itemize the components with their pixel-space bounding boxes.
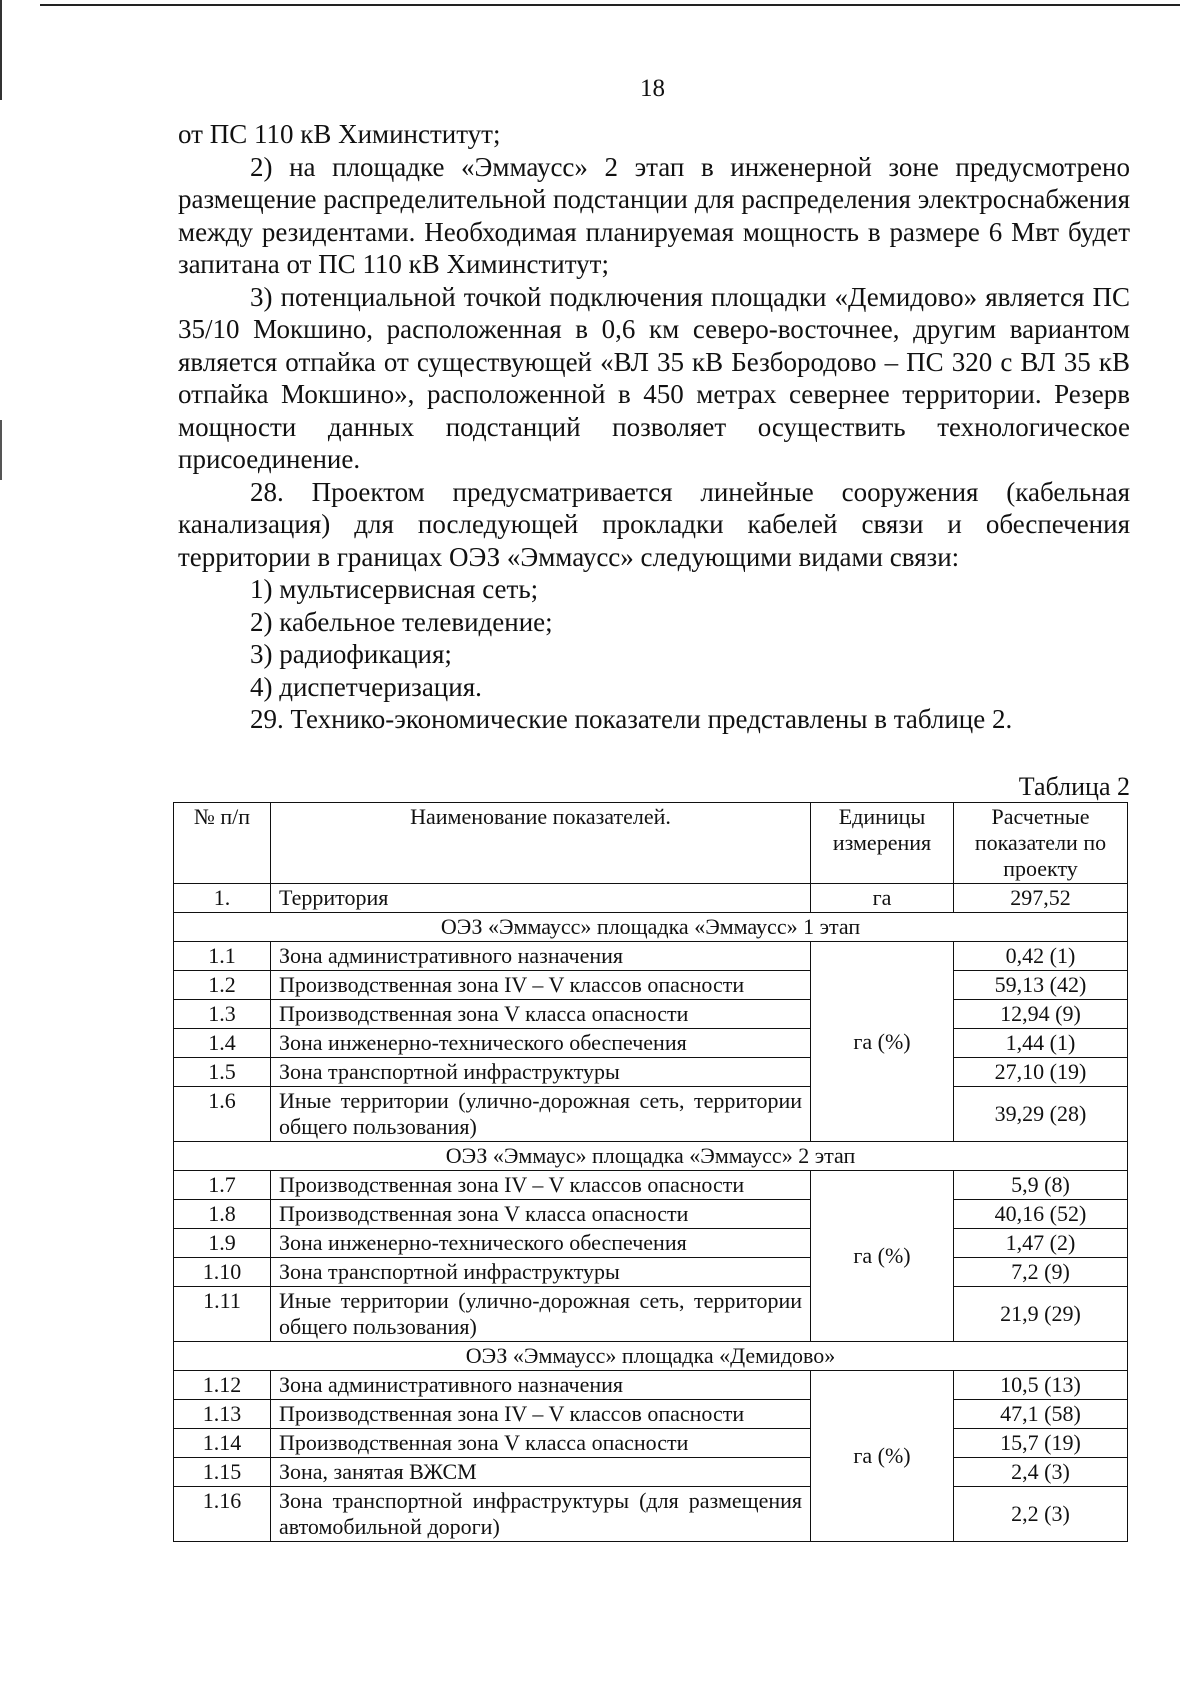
table-caption: Таблица 2 (1018, 772, 1130, 801)
table-row (174, 1200, 1128, 1229)
row-value: 297,52 (954, 884, 1128, 913)
row-name: Зона транспортной инфраструктуры (для размещения автомобильной дороги) (271, 1487, 811, 1542)
row-name: Производственная зона V класса опасности (271, 1000, 811, 1029)
header-name: Наименование показателей. (271, 803, 811, 884)
section-title: ОЭЗ «Эммаус» площадка «Эммаусс» 2 этап (174, 1142, 1128, 1171)
row-name: Зона инженерно-технического обеспечения (271, 1029, 811, 1058)
section-unit: га (%) (811, 1371, 954, 1542)
row-unit: га (811, 884, 954, 913)
row-name: Производственная зона IV – V классов опасности (271, 971, 811, 1000)
row-num: 1.8 (174, 1200, 271, 1229)
row-value: 5,9 (8) (954, 1171, 1128, 1200)
row-value: 40,16 (52) (954, 1200, 1128, 1229)
row-num: 1.12 (174, 1371, 271, 1400)
row-value: 10,5 (13) (954, 1371, 1128, 1400)
row-name: Производственная зона IV – V классов опасности (271, 1171, 811, 1200)
table-row (174, 1229, 1128, 1258)
row-name: Производственная зона V класса опасности (271, 1429, 811, 1458)
table-row (174, 942, 1128, 971)
row-num: 1.1 (174, 942, 271, 971)
row-num: 1.10 (174, 1258, 271, 1287)
table-row (174, 971, 1128, 1000)
table-header-row (174, 803, 1128, 884)
row-name: Зона транспортной инфраструктуры (271, 1258, 811, 1287)
body-text (178, 118, 1130, 736)
row-name: Зона транспортной инфраструктуры (271, 1058, 811, 1087)
row-name: Зона, занятая ВЖСМ (271, 1458, 811, 1487)
row-name: Иные территории (улично-дорожная сеть, территории общего пользования) (271, 1087, 811, 1142)
row-value: 47,1 (58) (954, 1400, 1128, 1429)
list-item: 3) радиофикация; (250, 639, 452, 669)
table-row (174, 1058, 1128, 1087)
indicators-table (173, 802, 1128, 1542)
scan-edge-top (40, 4, 1180, 6)
section-title-row (174, 1342, 1128, 1371)
table-row (174, 1287, 1128, 1342)
list-item: 4) диспетчеризация. (250, 671, 482, 702)
section-title-row (174, 913, 1128, 942)
row-value: 2,4 (3) (954, 1458, 1128, 1487)
table-row (174, 1171, 1128, 1200)
row-value: 59,13 (42) (954, 971, 1128, 1000)
table-row (174, 1371, 1128, 1400)
header-value: Расчетные показатели по проекту (954, 803, 1128, 884)
row-name: Зона инженерно-технического обеспечения (271, 1229, 811, 1258)
row-num: 1.11 (174, 1287, 271, 1342)
row-num: 1.7 (174, 1171, 271, 1200)
row-num: 1.4 (174, 1029, 271, 1058)
section-title-row (174, 1142, 1128, 1171)
row-value: 21,9 (29) (954, 1287, 1128, 1342)
section-unit: га (%) (811, 1171, 954, 1342)
table-row (174, 1087, 1128, 1142)
page-number: 18 (640, 75, 665, 102)
row-name: Производственная зона IV – V классов опасности (271, 1400, 811, 1429)
row-value: 27,10 (19) (954, 1058, 1128, 1087)
paragraph-item-2: 2) на площадке «Эммаусс» 2 этап в инженерной зоне предусмотрено размещение распределительной подстанции для распределения электроснабжения между резидентами. Необходимая планируемая мощность в размере 6 Мвт будет запитана от ПС 110 кВ Химинститут; (178, 151, 1130, 279)
row-num: 1.16 (174, 1487, 271, 1542)
table-row (174, 884, 1128, 913)
section-title: ОЭЗ «Эммаусс» площадка «Демидово» (174, 1342, 1128, 1371)
row-value: 15,7 (19) (954, 1429, 1128, 1458)
section-title: ОЭЗ «Эммаусс» площадка «Эммаусс» 1 этап (174, 913, 1128, 942)
list-item: 1) мультисервисная сеть; (250, 574, 539, 604)
paragraph-continuation: от ПС 110 кВ Химинститут; (178, 119, 501, 149)
row-name: Иные территории (улично-дорожная сеть, территории общего пользования) (271, 1287, 811, 1342)
section-unit: га (%) (811, 942, 954, 1142)
row-name: Производственная зона V класса опасности (271, 1200, 811, 1229)
paragraph-29: 29. Технико-экономические показатели представлены в таблице 2. (250, 704, 1013, 734)
scan-edge-left-lower (0, 420, 2, 480)
row-num: 1.15 (174, 1458, 271, 1487)
table-row (174, 1429, 1128, 1458)
table-row (174, 1458, 1128, 1487)
row-num: 1.14 (174, 1429, 271, 1458)
row-value: 39,29 (28) (954, 1087, 1128, 1142)
paragraph-item-3: 3) потенциальной точкой подключения площадки «Демидово» является ПС 35/10 Мокшино, расположенная в 0,6 км северо-восточнее, другим вариантом является отпайка от существующей «ВЛ 35 кВ Безбородово – ПС 320 с ВЛ 35 кВ отпайка Мокшино», расположенной в 450 метрах севернее территории. Резерв мощности данных подстанций позволяет осуществить технологическое присоединение. (178, 281, 1130, 474)
table-row (174, 1400, 1128, 1429)
row-num: 1.13 (174, 1400, 271, 1429)
row-value: 1,44 (1) (954, 1029, 1128, 1058)
row-value: 12,94 (9) (954, 1000, 1128, 1029)
row-value: 1,47 (2) (954, 1229, 1128, 1258)
row-name: Зона административного назначения (271, 942, 811, 971)
row-name: Территория (271, 884, 811, 913)
row-num: 1. (174, 884, 271, 913)
row-value: 2,2 (3) (954, 1487, 1128, 1542)
table-row (174, 1258, 1128, 1287)
header-unit: Единицы измерения (811, 803, 954, 884)
row-num: 1.2 (174, 971, 271, 1000)
row-name: Зона административного назначения (271, 1371, 811, 1400)
row-num: 1.6 (174, 1087, 271, 1142)
row-value: 7,2 (9) (954, 1258, 1128, 1287)
table-row (174, 1000, 1128, 1029)
list-item: 2) кабельное телевидение; (250, 606, 553, 637)
row-num: 1.5 (174, 1058, 271, 1087)
row-value: 0,42 (1) (954, 942, 1128, 971)
row-num: 1.9 (174, 1229, 271, 1258)
table-row (174, 1487, 1128, 1542)
row-num: 1.3 (174, 1000, 271, 1029)
table-row (174, 1029, 1128, 1058)
header-num: № п/п (174, 803, 271, 884)
paragraph-28: 28. Проектом предусматривается линейные сооружения (кабельная канализация) для последующей прокладки кабелей связи и обеспечения территории в границах ОЭЗ «Эммаусс» следующими видами связи: (178, 476, 1130, 572)
